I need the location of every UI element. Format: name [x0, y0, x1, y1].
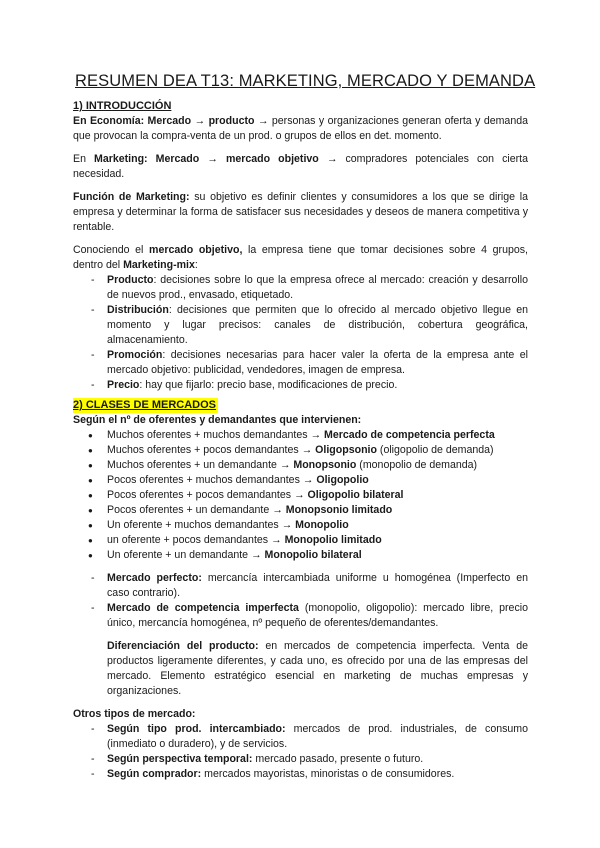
marketing-mix-list [73, 273, 528, 393]
item-text: : decisiones que permiten que lo ofrecido al mercado objetivo llegue en momento y lugar precisos: canales de distribución, cobertura geográfica, almacenamiento. [107, 304, 528, 346]
paragraph-text: su objetivo es definir clientes y consumidores a los que se dirige la empresa y determinar la forma de satisfacer sus necesidades y deseos de manera competitiva y rentable. [73, 191, 529, 233]
item-term: Monopolio [295, 519, 349, 531]
list-item [73, 548, 528, 563]
item-term: Monopsonio [293, 459, 357, 471]
arrow: → [191, 115, 209, 127]
list-item [73, 428, 528, 443]
other-market-types-list [73, 722, 528, 782]
paragraph-text: → personas y organizaciones generan oferta y demanda que provocan la compra-venta de un prod. o grupos de ellos en det. momento. [73, 115, 528, 142]
text: En [73, 153, 95, 165]
item-text: Un oferente + muchos demandantes → [107, 519, 296, 531]
item-text: Pocos oferentes + muchos demandantes → [107, 474, 317, 486]
list-item [73, 533, 528, 548]
content [73, 99, 528, 782]
list-item [73, 473, 528, 488]
item-term: Monopolio bilateral [264, 549, 362, 561]
list-item [73, 488, 528, 503]
list-item [73, 518, 528, 533]
item-text: : decisiones necesarias para hacer valer la oferta de la empresa ante el mercado objetivo: publicidad, vendedores, imagen de empresa. [107, 349, 528, 376]
item-text: mercado pasado, presente o futuro. [252, 753, 424, 765]
item-term: Mercado de competencia perfecta [324, 429, 495, 441]
paragraph-funcion [73, 190, 528, 235]
term-producto: producto [208, 115, 255, 127]
item-term: Oligopolio [316, 474, 369, 486]
list-item [73, 303, 528, 348]
item-text: (oligopolio de demanda) [376, 444, 494, 456]
item-label: Según perspectiva temporal: [107, 753, 253, 765]
item-text: : hay que fijarlo: precio base, modificaciones de precio. [139, 379, 398, 391]
item-label: Promoción [107, 349, 163, 361]
list-item [73, 443, 528, 458]
term-mercado: Mercado [147, 115, 192, 127]
item-text: Muchos oferentes + muchos demandantes → [107, 429, 324, 441]
label-diferenciacion: Diferenciación del producto: [107, 640, 259, 652]
arrow: → [199, 153, 226, 165]
list-item [73, 767, 528, 782]
item-text: un oferente + pocos demandantes → [107, 534, 285, 546]
section-heading-clases: 2) CLASES DE MERCADOS [73, 399, 217, 411]
item-text: Pocos oferentes + un demandante → [107, 504, 286, 516]
section-heading-intro: 1) INTRODUCCIÓN [73, 100, 172, 112]
market-types-list [73, 428, 528, 563]
term-mercado: Mercado [155, 153, 200, 165]
item-term: Oligopolio bilateral [307, 489, 404, 501]
list-item [73, 273, 528, 303]
subheading-text: Según el nº de oferentes y demandantes que intervienen: [73, 414, 362, 426]
text: la empresa tiene que tomar decisiones sobre 4 grupos, dentro del [73, 244, 528, 271]
item-label: Mercado de competencia imperfecta [107, 602, 299, 614]
item-text: mercancía intercambiada uniforme u homogénea (Imperfecto en caso contrario). [107, 572, 528, 599]
paragraph-conociendo [73, 243, 528, 273]
label-funcion: Función de Marketing: [73, 191, 190, 203]
list-item [73, 458, 528, 473]
term-mercado-objetivo: mercado objetivo, [149, 244, 243, 256]
item-label: Según comprador: [107, 768, 202, 780]
item-label: Distribución [107, 304, 169, 316]
item-text: Muchos oferentes + un demandante → [107, 459, 294, 471]
item-text: (monopolio de demanda) [356, 459, 478, 471]
item-label: Producto [107, 274, 154, 286]
definitions-list [73, 571, 528, 631]
item-text: Un oferente + un demandante → [107, 549, 265, 561]
list-item [73, 348, 528, 378]
item-text: (monopolio, oligopolio): mercado libre, precio único, mercancía homogénea, nº pequeño de oferentes/demandantes. [107, 602, 528, 629]
term-mercado-objetivo: mercado objetivo [225, 153, 319, 165]
item-term: Monopsonio limitado [285, 504, 393, 516]
text: : [194, 259, 198, 271]
item-label: Precio [107, 379, 140, 391]
list-item [73, 601, 528, 631]
subheading-text: Otros tipos de mercado: [73, 708, 196, 720]
item-term: Monopolio limitado [284, 534, 382, 546]
item-label: Mercado perfecto: [107, 572, 202, 584]
item-text: mercados mayoristas, minoristas o de consumidores. [201, 768, 455, 780]
item-label: Según tipo prod. intercambiado: [107, 723, 286, 735]
item-text: : decisiones sobre lo que la empresa ofrece al mercado: creación y desarrollo de nuevos prod., envasado, etiquetado. [107, 274, 528, 301]
term-marketing-mix: Marketing-mix [123, 259, 195, 271]
text: Conociendo el [73, 244, 150, 256]
item-text: Muchos oferentes + pocos demandantes → [107, 444, 316, 456]
subheading-otros [73, 707, 528, 722]
list-item [73, 722, 528, 752]
label-marketing: Marketing: [94, 153, 148, 165]
list-item [73, 503, 528, 518]
item-text: Pocos oferentes + pocos demandantes → [107, 489, 308, 501]
subheading-oferentes [73, 413, 528, 428]
label-economia: En Economía: [73, 115, 145, 127]
item-term: Oligopsonio [315, 444, 377, 456]
list-item [73, 378, 528, 393]
paragraph-economia [73, 114, 528, 144]
paragraph-marketing [73, 152, 528, 182]
page-title: RESUMEN DEA T13: MARKETING, MERCADO Y DEMANDA [75, 72, 536, 90]
paragraph-text: → compradores potenciales con cierta necesidad. [73, 153, 529, 180]
paragraph-diferenciacion [73, 639, 528, 699]
list-item [73, 752, 528, 767]
paragraph-text: en mercados de competencia imperfecta. Venta de productos ligeramente diferentes, y cada uno, es ofrecido por una de las empresas del mercado. Elemento estratégico esencial en marketing de muchas empresas y organizaciones. [107, 640, 528, 697]
item-text: mercados de prod. industriales, de consumo (inmediato o duradero), y de servicios. [107, 723, 529, 750]
list-item [73, 571, 528, 601]
